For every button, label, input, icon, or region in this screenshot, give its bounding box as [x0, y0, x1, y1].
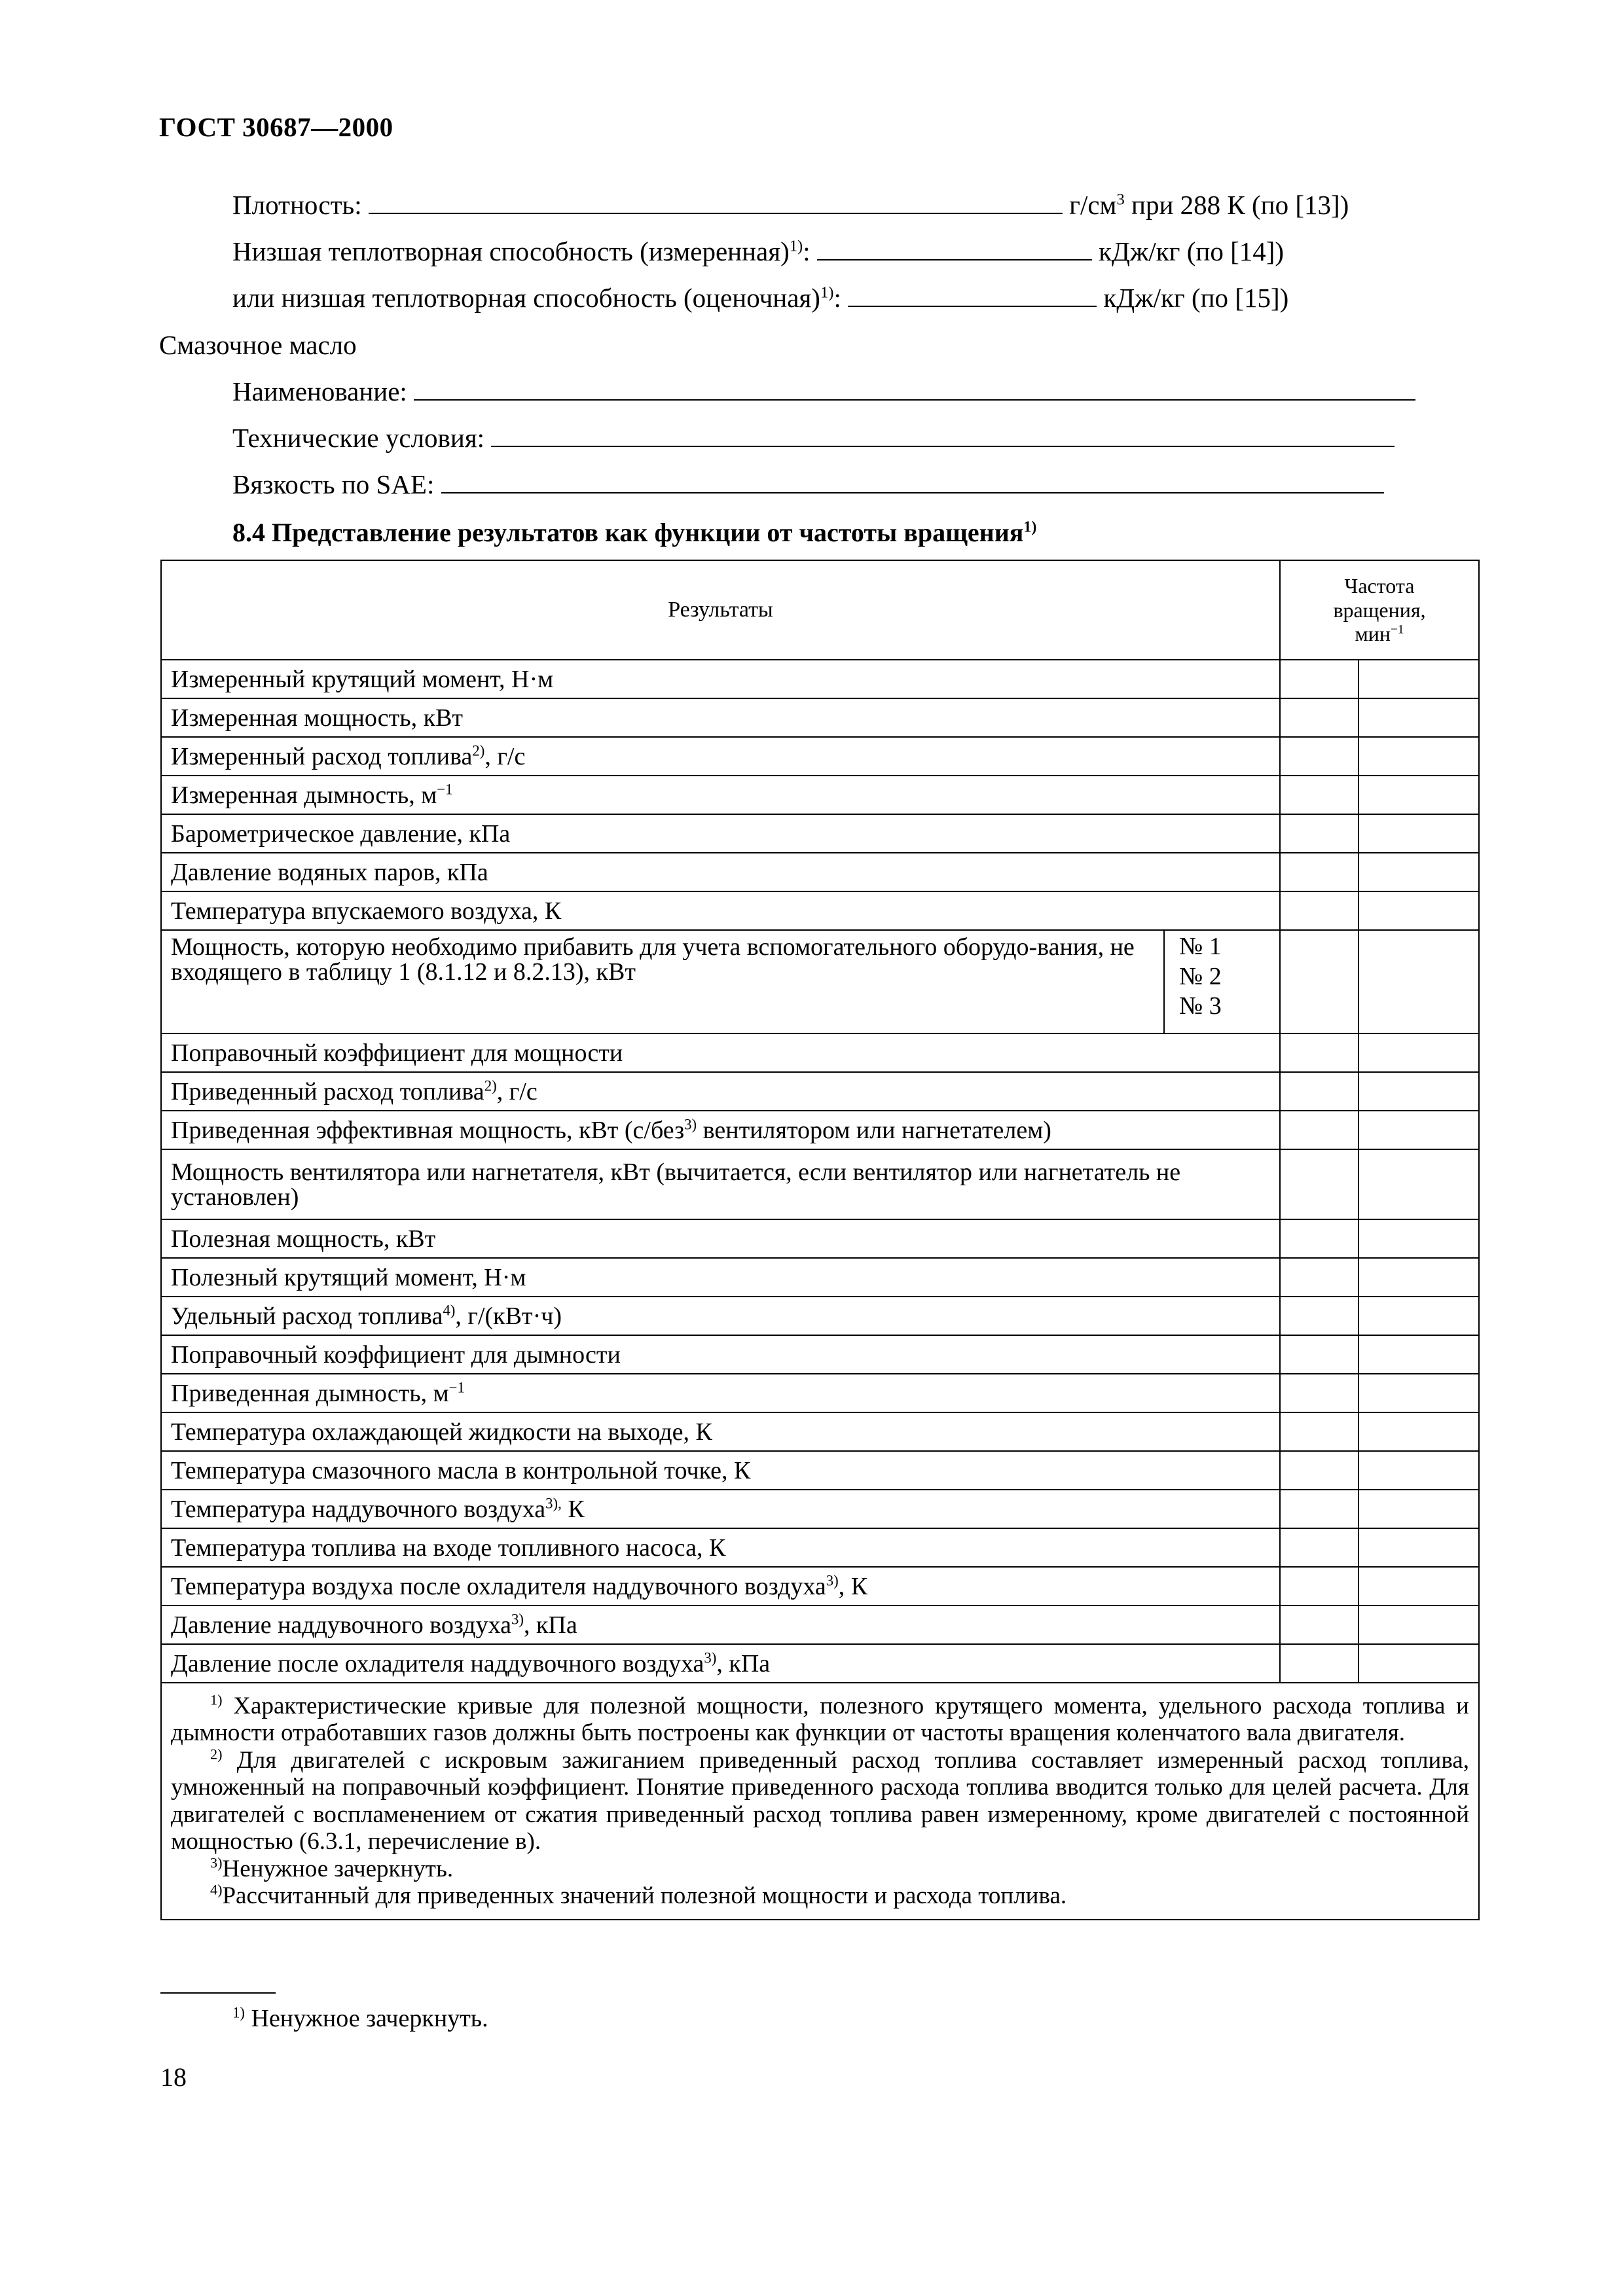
results-table: [160, 560, 1480, 1920]
row-label-text: Приведенный расход топлива: [171, 1077, 484, 1105]
row-label: [161, 1412, 1280, 1451]
table-row: [161, 1219, 1479, 1258]
footnote-separator: [160, 1992, 276, 1994]
row-label-sup: 3): [511, 1610, 524, 1627]
speed-value-cell[interactable]: [1359, 737, 1479, 776]
row-label: [161, 698, 1280, 737]
lhv-estimated-line: [232, 285, 1288, 312]
speed-value-cell[interactable]: [1280, 660, 1359, 698]
table-row: [161, 1335, 1479, 1374]
row-label-tail: вентилятором или нагнетателем): [697, 1116, 1051, 1144]
speed-value-cell[interactable]: [1359, 1644, 1479, 1683]
row-label: [161, 1297, 1280, 1335]
row-label-text: Температура наддувочного воздуха: [171, 1495, 546, 1523]
row-label-text: Полезная мощность, кВт: [171, 1225, 436, 1253]
lhv-estimated-label: или низшая теплотворная способность (оценочная): [232, 283, 820, 313]
table-row: [161, 1297, 1479, 1335]
row-label-text: Приведенная эффективная мощность, кВт (с/без: [171, 1116, 685, 1144]
table-footnote-text: Ненужное зачеркнуть.: [222, 1855, 454, 1882]
table-footnote: [171, 1693, 1469, 1747]
table-row: [161, 1451, 1479, 1490]
speed-value-cell[interactable]: [1280, 1451, 1359, 1490]
row-label-text: Измеренная дымность, м: [171, 781, 437, 809]
row-label: [161, 1219, 1280, 1258]
table-footnote: [171, 1882, 1469, 1909]
density-unit-sup: 3: [1116, 190, 1125, 209]
speed-value-cell[interactable]: [1359, 930, 1479, 1033]
table-footnote-text: Характеристические кривые для полезной мощности, полезного крутящего момента, удельного расхода топлива и дымности отработавших газов должны быть построены как функции от частоты вращения коленчатого вала двигателя.: [171, 1693, 1469, 1747]
row-label-text: Измеренная мощность, кВт: [171, 704, 464, 732]
row-label-sup: 4): [443, 1301, 456, 1318]
results-rows: [161, 660, 1479, 1683]
header-speed-line1: Частота: [1344, 573, 1415, 598]
lube-oil-heading: Смазочное масло: [159, 330, 357, 360]
speed-value-cell[interactable]: [1359, 1567, 1479, 1605]
speed-value-cell[interactable]: [1359, 853, 1479, 891]
aux-number: № 3: [1179, 992, 1222, 1020]
speed-value-cell[interactable]: [1280, 1219, 1359, 1258]
density-blank[interactable]: [369, 193, 1063, 214]
oil-specs-blank[interactable]: [491, 426, 1395, 447]
lhv-measured-label: Низшая теплотворная способность (измеренная): [232, 236, 790, 266]
row-label-tail: , г/(кВт·ч): [455, 1302, 562, 1330]
speed-value-cell[interactable]: [1359, 1528, 1479, 1567]
table-row: [161, 660, 1479, 698]
lhv-estimated-sup: 1): [820, 283, 834, 302]
document-header: ГОСТ 30687—2000: [159, 112, 393, 142]
row-label: [161, 1605, 1280, 1644]
row-label-sup: −1: [437, 780, 453, 797]
table-row: [161, 1033, 1479, 1072]
speed-value-cell[interactable]: [1359, 1605, 1479, 1644]
table-row: [161, 1605, 1479, 1644]
row-label-text: Давление после охладителя наддувочного воздуха: [171, 1649, 704, 1677]
page-number: 18: [160, 2062, 187, 2092]
speed-value-cell[interactable]: [1280, 1111, 1359, 1149]
header-results-label: Результаты: [668, 598, 773, 622]
speed-value-cell[interactable]: [1280, 1644, 1359, 1683]
row-label-text: Барометрическое давление, кПа: [171, 819, 511, 848]
row-label: [161, 1072, 1280, 1111]
speed-value-cell[interactable]: [1359, 1111, 1479, 1149]
table-footnote-text: Для двигателей с искровым зажиганием приведенный расход топлива составляет измеренный расход топлива, умноженный на поправочный коэффициент. Понятие приведенного расхода топлива вводится только для целей расчета. Для двигателей с воспламенением от сжатия приведенный расход топлива равен измеренному, кроме двигателей с постоянной мощностью (6.3.1, перечисление в).: [171, 1746, 1469, 1856]
row-label-sup: 3): [704, 1649, 717, 1666]
row-label-sup: 2): [484, 1077, 497, 1094]
table-row: [161, 698, 1479, 737]
table-row: [161, 853, 1479, 891]
row-label-sup: 3): [826, 1571, 839, 1588]
speed-value-cell[interactable]: [1280, 1412, 1359, 1451]
table-row: [161, 814, 1479, 853]
lhv-measured-colon: :: [803, 236, 811, 266]
speed-value-cell[interactable]: [1359, 814, 1479, 853]
table-footnote-sup: 3): [210, 1854, 223, 1871]
speed-value-cell[interactable]: [1359, 1412, 1479, 1451]
speed-value-cell[interactable]: [1280, 737, 1359, 776]
lhv-estimated-unit: кДж/кг (по [15]): [1103, 283, 1289, 313]
row-label-text: Поправочный коэффициент для мощности: [171, 1039, 623, 1067]
aux-number: № 2: [1179, 962, 1222, 990]
table-row: [161, 1072, 1479, 1111]
row-label: [161, 1111, 1280, 1149]
table-row: [161, 891, 1479, 930]
density-label: Плотность:: [232, 190, 362, 220]
speed-value-cell[interactable]: [1359, 1297, 1479, 1335]
speed-value-cell[interactable]: [1280, 1528, 1359, 1567]
header-speed-sup: −1: [1391, 622, 1404, 637]
row-label-text: Температура охлаждающей жидкости на выходе, К: [171, 1418, 712, 1446]
page-footnote-text: Ненужное зачеркнуть.: [245, 2005, 488, 2032]
row-label-text: Измеренный расход топлива: [171, 742, 473, 770]
speed-value-cell[interactable]: [1359, 1490, 1479, 1528]
row-label-tail: , г/с: [496, 1077, 538, 1105]
table-row: [161, 1490, 1479, 1528]
speed-value-cell[interactable]: [1280, 1374, 1359, 1412]
row-label-tail: , кПа: [523, 1611, 577, 1639]
row-label-text: Мощность вентилятора или нагнетателя, кВт (вычитается, если вентилятор или нагнетатель не установлен): [171, 1158, 1181, 1211]
table-row: [161, 1567, 1479, 1605]
oil-name-label: Наименование:: [232, 376, 407, 406]
table-footnote-text: Рассчитанный для приведенных значений полезной мощности и расхода топлива.: [222, 1882, 1067, 1910]
density-line: [232, 192, 1349, 219]
speed-value-cell[interactable]: [1359, 1219, 1479, 1258]
lhv-measured-sup: 1): [789, 237, 803, 255]
row-label-sup: 3),: [545, 1494, 562, 1511]
speed-value-cell[interactable]: [1280, 1335, 1359, 1374]
header-results: [161, 560, 1280, 660]
aux-number: № 1: [1179, 933, 1222, 960]
speed-value-cell[interactable]: [1280, 776, 1359, 814]
row-label: [161, 930, 1164, 1033]
oil-viscosity-label: Вязкость по SAE:: [232, 469, 435, 499]
oil-specs-label: Технические условия:: [232, 423, 485, 453]
row-label-text: Поправочный коэффициент для дымности: [171, 1340, 621, 1369]
row-label-text: Температура смазочного масла в контрольной точке, К: [171, 1456, 751, 1484]
row-label-sup: 3): [684, 1115, 697, 1132]
row-label-text: Температура впускаемого воздуха, К: [171, 897, 562, 925]
row-label-tail: , г/с: [484, 742, 526, 770]
row-label: [161, 1451, 1280, 1490]
row-label: [161, 1033, 1280, 1072]
table-row: [161, 776, 1479, 814]
table-row: [161, 1111, 1479, 1149]
row-label-sup: −1: [448, 1378, 465, 1395]
table-footnote: [171, 1856, 1469, 1882]
row-label: [161, 814, 1280, 853]
row-label-text: Полезный крутящий момент, Н·м: [171, 1263, 526, 1291]
table-row: [161, 1258, 1479, 1297]
section-heading: [232, 517, 1036, 548]
speed-value-cell[interactable]: [1280, 1567, 1359, 1605]
table-footnote-sup: 1): [210, 1691, 223, 1708]
speed-value-cell[interactable]: [1359, 1335, 1479, 1374]
speed-value-cell[interactable]: [1280, 853, 1359, 891]
speed-value-cell[interactable]: [1359, 776, 1479, 814]
aux-equipment-numbers: [1164, 930, 1280, 1033]
oil-specs-line: [232, 425, 1395, 452]
speed-value-cell[interactable]: [1280, 1072, 1359, 1111]
header-speed-line3: [1290, 622, 1469, 646]
table-row: [161, 1644, 1479, 1683]
row-label-text: Давление наддувочного воздуха: [171, 1611, 511, 1639]
row-label: [161, 660, 1280, 698]
header-speed-unit: мин: [1355, 622, 1391, 646]
table-row: [161, 737, 1479, 776]
speed-value-cell[interactable]: [1280, 891, 1359, 930]
oil-viscosity-blank[interactable]: [441, 473, 1384, 493]
speed-value-cell[interactable]: [1359, 1072, 1479, 1111]
speed-value-cell[interactable]: [1280, 1033, 1359, 1072]
row-label-tail: К: [561, 1495, 585, 1523]
oil-name-blank[interactable]: [414, 380, 1415, 401]
row-label: [161, 891, 1280, 930]
table-footnote: [171, 1747, 1469, 1856]
lhv-measured-line: [232, 238, 1284, 265]
speed-value-cell[interactable]: [1280, 1605, 1359, 1644]
section-title: 8.4 Представление результатов как функции от частоты вращения: [232, 518, 1024, 547]
section-title-sup: 1): [1023, 518, 1037, 536]
row-label-text: Удельный расход топлива: [171, 1302, 443, 1330]
speed-value-cell[interactable]: [1359, 698, 1479, 737]
row-label-text: Измеренный крутящий момент, Н·м: [171, 665, 554, 693]
speed-value-cell[interactable]: [1359, 660, 1479, 698]
row-label-sup: 2): [472, 742, 485, 759]
row-label: [161, 1149, 1280, 1219]
density-unit: г/см: [1069, 190, 1117, 220]
table-row: [161, 1412, 1479, 1451]
table-row: [161, 1374, 1479, 1412]
row-label: [161, 776, 1280, 814]
page-footnote-sup: 1): [232, 2004, 245, 2021]
lhv-estimated-blank[interactable]: [848, 286, 1097, 307]
row-label-text: Мощность, которую необходимо прибавить для учета вспомогательного оборудо-вания, не входящего в таблицу 1 (8.1.12 и 8.2.13), кВт: [171, 933, 1135, 986]
speed-value-cell[interactable]: [1280, 930, 1359, 1033]
row-label-text: Температура топлива на входе топливного насоса, К: [171, 1534, 726, 1562]
density-tail: при 288 К (по [13]): [1124, 190, 1349, 220]
speed-value-cell[interactable]: [1359, 1374, 1479, 1412]
row-label: [161, 1644, 1280, 1683]
table-row: [161, 1528, 1479, 1567]
oil-name-line: [232, 378, 1415, 405]
row-label: [161, 1567, 1280, 1605]
header-speed: [1280, 560, 1479, 660]
row-label-tail: , К: [838, 1572, 868, 1600]
page-footnote: [232, 2004, 488, 2033]
table-row: [161, 930, 1479, 1033]
speed-value-cell[interactable]: [1359, 1451, 1479, 1490]
row-label: [161, 1335, 1280, 1374]
row-label: [161, 1258, 1280, 1297]
table-row: [161, 1149, 1479, 1219]
speed-value-cell[interactable]: [1280, 814, 1359, 853]
row-label: [161, 853, 1280, 891]
row-label: [161, 737, 1280, 776]
lhv-measured-unit: кДж/кг (по [14]): [1099, 236, 1285, 266]
speed-value-cell[interactable]: [1280, 1297, 1359, 1335]
lhv-measured-blank[interactable]: [817, 240, 1092, 260]
row-label: [161, 1374, 1280, 1412]
table-footnote-sup: 2): [210, 1746, 223, 1763]
row-label: [161, 1528, 1280, 1567]
speed-value-cell[interactable]: [1359, 1033, 1479, 1072]
speed-value-cell[interactable]: [1359, 1149, 1479, 1219]
speed-value-cell[interactable]: [1280, 1149, 1359, 1219]
speed-value-cell[interactable]: [1359, 891, 1479, 930]
speed-value-cell[interactable]: [1280, 1258, 1359, 1297]
row-label-text: Приведенная дымность, м: [171, 1379, 449, 1407]
row-label-text: Давление водяных паров, кПа: [171, 858, 488, 886]
row-label-tail: , кПа: [716, 1649, 771, 1677]
lhv-estimated-colon: :: [833, 283, 841, 313]
row-label: [161, 1490, 1280, 1528]
speed-value-cell[interactable]: [1280, 698, 1359, 737]
table-footnotes: [161, 1683, 1479, 1920]
table-footnote-sup: 4): [210, 1881, 223, 1898]
oil-viscosity-line: [232, 471, 1384, 498]
row-label-text: Температура воздуха после охладителя наддувочного воздуха: [171, 1572, 826, 1600]
header-speed-line2: вращения,: [1333, 598, 1426, 622]
speed-value-cell[interactable]: [1280, 1490, 1359, 1528]
speed-value-cell[interactable]: [1359, 1258, 1479, 1297]
